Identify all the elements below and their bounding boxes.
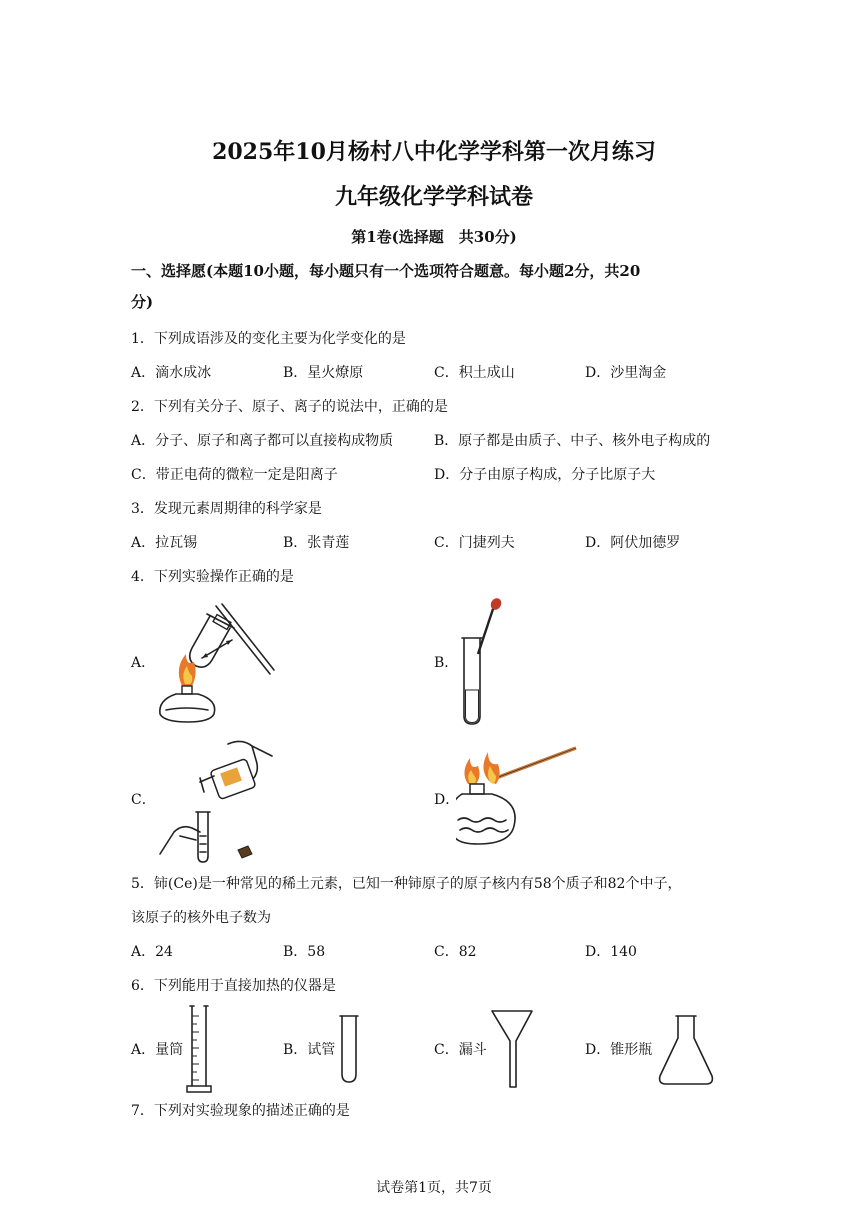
- q5-option-a: A．24: [131, 944, 173, 960]
- q1-option-d: D．沙里淘金: [585, 365, 667, 381]
- conical-flask-icon: [656, 1014, 716, 1086]
- q2-option-a: A．分子、原子和离子都可以直接构成物质: [131, 433, 394, 449]
- test-tube-icon: [338, 1014, 360, 1084]
- page-footer: 试卷第1页，共7页: [376, 1180, 492, 1196]
- q5-stem-line2: 该原子的核外电子数为: [131, 910, 271, 926]
- q1-option-c: C．积土成山: [434, 365, 515, 381]
- q7-stem: 7．下列对实验现象的描述正确的是: [131, 1103, 350, 1119]
- q1-option-a: A．滴水成冰: [131, 365, 212, 381]
- q4-stem: 4．下列实验操作正确的是: [131, 569, 294, 585]
- q3-option-d: D．阿伏加德罗: [585, 535, 681, 551]
- q6-option-d: D．锥形瓶: [585, 1042, 653, 1058]
- q6-option-c: C．漏斗: [434, 1042, 487, 1058]
- q2-option-d: D．分子由原子构成，分子比原子大: [434, 467, 656, 483]
- exam-title: 2025年10月杨村八中化学学科第一次月练习: [212, 139, 656, 165]
- dropper-test-tube-illustration: [456, 596, 506, 728]
- q4-option-a: A．: [131, 655, 156, 671]
- q4-option-b: B．: [434, 655, 459, 671]
- q3-option-b: B．张青莲: [283, 535, 350, 551]
- exam-subtitle: 九年级化学学科试卷: [334, 184, 533, 210]
- q3-stem: 3．发现元素周期律的科学家是: [131, 501, 322, 517]
- q5-option-b: B．58: [283, 944, 326, 960]
- q5-stem-line1: 5．铈(Ce)是一种常见的稀土元素，已知一种铈原子的原子核内有58个质子和82个中子，: [131, 876, 682, 892]
- q2-option-b: B．原子都是由质子、中子、核外电子构成的: [434, 433, 711, 449]
- q4-option-c: C．: [131, 792, 156, 808]
- q1-stem: 1．下列成语涉及的变化主要为化学变化的是: [131, 331, 406, 347]
- graduated-cylinder-icon: [186, 1004, 212, 1094]
- q4-option-d: D．: [434, 792, 460, 808]
- q2-option-c: C．带正电荷的微粒一定是阳离子: [131, 467, 338, 483]
- q5-option-c: C．82: [434, 944, 477, 960]
- q6-option-a: A．量筒: [131, 1042, 184, 1058]
- q6-option-b: B．试管: [283, 1042, 336, 1058]
- section-heading-line1: 一、选择愿(本题10小题，每小题只有一个选项符合题意。每小题2分，共20: [131, 262, 641, 280]
- q3-option-c: C．门捷列夫: [434, 535, 515, 551]
- q3-option-a: A．拉瓦锡: [131, 535, 198, 551]
- pouring-reagent-illustration: [156, 736, 278, 864]
- funnel-icon: [490, 1009, 534, 1089]
- q5-option-d: D．140: [585, 944, 637, 960]
- q1-option-b: B．星火燎原: [283, 365, 364, 381]
- heating-test-tube-illustration: [152, 596, 280, 726]
- volume-heading: 第1卷(选择题 共30分): [351, 228, 517, 246]
- lighting-alcohol-lamp-illustration: [456, 744, 580, 852]
- section-heading-line2: 分): [131, 293, 154, 311]
- q6-stem: 6．下列能用于直接加热的仪器是: [131, 978, 336, 994]
- q2-stem: 2．下列有关分子、原子、离子的说法中，正确的是: [131, 399, 448, 415]
